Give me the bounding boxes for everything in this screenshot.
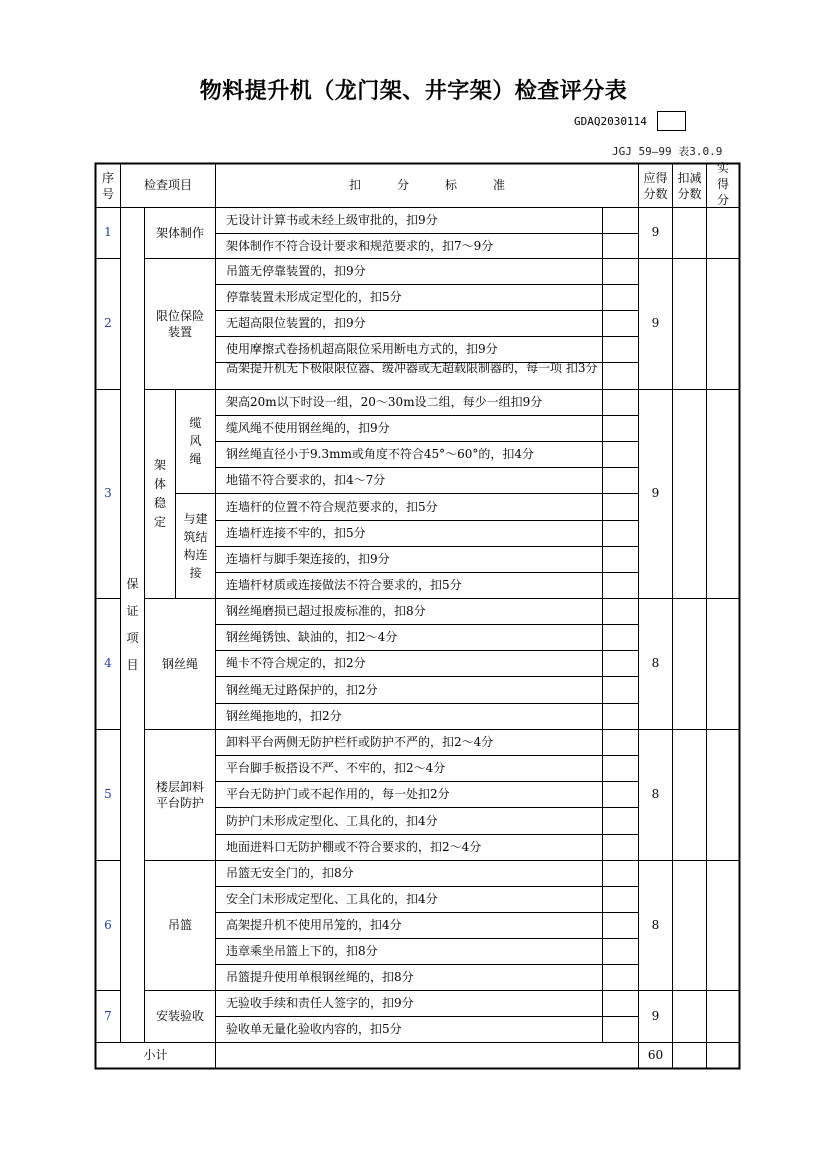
group-name: 限位保险装置 [155,308,204,339]
subtotal-score: 60 [647,1048,664,1062]
criteria-deduct-cell[interactable] [603,650,638,676]
group-number: 4 [104,656,112,670]
criteria-deduct-cell[interactable] [603,938,638,964]
criteria-row: 无验收手续和责任人签字的，扣9分 [226,996,414,1010]
standard-reference: JGJ 59—99 表3.0.9 [612,145,723,158]
header-actual-score: 实得分 [716,160,729,207]
group-number: 6 [104,917,112,932]
criteria-deduct-cell[interactable] [603,415,638,441]
criteria-row: 连墙杆与脚手架连接的，扣9分 [226,552,390,566]
criteria-row: 违章乘坐吊篮上下的，扣8分 [226,944,378,958]
criteria-row: 架体制作不符合设计要求和规范要求的，扣7～9分 [226,238,494,253]
group-actual-cell[interactable] [707,729,740,860]
group-name: 架体稳定 [153,457,166,529]
group-actual-cell[interactable] [707,258,740,389]
criteria-row: 钢丝绳磨损已超过报废标准的，扣8分 [226,604,426,618]
group-number: 2 [104,316,112,330]
criteria-deduct-cell[interactable] [603,729,638,755]
criteria-row: 验收单无量化验收内容的，扣5分 [226,1022,402,1036]
criteria-row: 使用摩擦式卷扬机超高限位采用断电方式的，扣9分 [226,342,498,356]
group-deduct-cell[interactable] [673,729,706,860]
criteria-row: 钢丝绳锈蚀、缺油的，扣2～4分 [226,630,398,644]
group-name: 安装验收 [155,1009,204,1023]
criteria-row: 缆风绳不使用钢丝绳的，扣9分 [226,421,390,435]
criteria-deduct-cell[interactable] [603,807,638,834]
subtotal-label: 小计 [143,1048,168,1062]
criteria-row: 地锚不符合要求的，扣4～7分 [226,473,386,487]
criteria-deduct-cell[interactable] [603,233,638,258]
group-number: 3 [104,486,112,500]
subgroup-structure-connection: 与建筑结构连接 [183,511,208,580]
group-actual-cell[interactable] [707,860,740,990]
group-actual-cell[interactable] [707,990,740,1042]
criteria-deduct-cell[interactable] [603,546,638,572]
criteria-row: 平台脚手板搭设不严、不牢的，扣2～4分 [226,761,446,775]
criteria-row: 无超高限位装置的，扣9分 [226,316,366,330]
criteria-deduct-cell[interactable] [603,860,638,886]
group-due-score: 9 [651,486,660,500]
criteria-deduct-cell[interactable] [603,598,638,624]
criteria-deduct-cell[interactable] [603,624,638,650]
criteria-deduct-cell[interactable] [603,990,638,1016]
header-due-score: 应得分数 [643,170,668,201]
criteria-row: 连墙杆材质或连接做法不符合要求的，扣5分 [226,578,462,592]
group-deduct-cell[interactable] [673,389,706,598]
group-deduct-cell[interactable] [673,860,706,990]
criteria-row: 架高20m以下时设一组，20～30m设二组，每少一组扣9分 [226,395,543,409]
category-label: 保证项目 [126,577,139,672]
group-due-score: 9 [651,225,660,239]
criteria-row: 高架提升机不使用吊笼的，扣4分 [226,918,402,932]
criteria-row: 防护门未形成定型化、工具化的，扣4分 [226,813,438,828]
criteria-deduct-cell[interactable] [603,310,638,336]
criteria-row: 钢丝绳拖地的，扣2分 [226,709,342,723]
criteria-deduct-cell[interactable] [603,572,638,598]
header-item: 检查项目 [143,178,192,192]
header-criteria: 扣 分 标 准 [348,178,505,192]
page-title: 物料提升机（龙门架、井字架）检查评分表 [199,79,628,104]
criteria-deduct-cell[interactable] [603,703,638,729]
criteria-row: 高架提升机无下极限限位器、缓冲器或无超载限制器的，每一项 扣3分 [226,362,598,375]
group-name: 钢丝绳 [161,656,198,671]
criteria-deduct-cell[interactable] [603,362,638,389]
criteria-deduct-cell[interactable] [603,886,638,912]
group-deduct-cell[interactable] [673,990,706,1042]
criteria-deduct-cell[interactable] [603,676,638,703]
criteria-row: 吊篮无停靠装置的，扣9分 [226,264,366,278]
criteria-deduct-cell[interactable] [603,389,638,415]
criteria-deduct-cell[interactable] [603,258,638,284]
criteria-row: 平台无防护门或不起作用的，每一处扣2分 [226,787,450,801]
group-deduct-cell[interactable] [673,258,706,389]
criteria-row: 无设计计算书或未经上级审批的，扣9分 [226,213,438,227]
criteria-row: 停靠装置未形成定型化的，扣5分 [226,290,402,304]
group-name: 吊篮 [167,918,192,932]
group-due-score: 8 [651,917,660,932]
group-actual-cell[interactable] [707,207,740,258]
criteria-deduct-cell[interactable] [603,755,638,781]
criteria-deduct-cell[interactable] [603,964,638,990]
group-due-score: 8 [651,656,660,670]
header-seq: 序号 [101,170,114,201]
criteria-deduct-cell[interactable] [603,441,638,467]
header-deduct-score: 扣减分数 [677,170,702,201]
group-name: 楼层卸料平台防护 [155,779,204,810]
group-actual-cell[interactable] [707,389,740,598]
group-number: 5 [104,787,112,801]
criteria-deduct-cell[interactable] [603,912,638,938]
group-number: 1 [104,225,112,239]
group-deduct-cell[interactable] [673,207,706,258]
criteria-deduct-cell[interactable] [603,284,638,310]
criteria-row: 绳卡不符合规定的，扣2分 [226,656,366,670]
criteria-row: 连墙杆连接不牢的，扣5分 [226,526,366,540]
group-due-score: 8 [651,787,660,801]
group-number: 7 [104,1008,112,1023]
criteria-deduct-cell[interactable] [603,520,638,546]
criteria-row: 钢丝绳直径小于9.3mm或角度不符合45°～60°的，扣4分 [226,447,535,461]
criteria-deduct-cell[interactable] [603,467,638,493]
criteria-deduct-cell[interactable] [603,781,638,807]
group-actual-cell[interactable] [707,598,740,729]
criteria-row: 钢丝绳无过路保护的，扣2分 [226,682,378,697]
criteria-deduct-cell[interactable] [603,207,638,233]
group-name: 架体制作 [155,225,204,240]
criteria-row: 卸料平台两侧无防护栏杆或防护不严的，扣2～4分 [226,735,494,749]
criteria-row: 吊篮提升使用单根钢丝绳的，扣8分 [226,970,414,984]
form-code-box[interactable] [657,111,686,131]
criteria-row: 安全门未形成定型化、工具化的，扣4分 [226,892,438,906]
criteria-deduct-cell[interactable] [603,834,638,860]
criteria-deduct-cell[interactable] [603,336,638,362]
form-code: GDAQ2030114 [574,115,647,128]
criteria-row: 连墙杆的位置不符合规范要求的，扣5分 [226,499,438,514]
group-due-score: 9 [651,316,660,330]
criteria-deduct-cell[interactable] [603,493,638,520]
criteria-row: 吊篮无安全门的，扣8分 [226,866,354,880]
criteria-deduct-cell[interactable] [603,1016,638,1042]
subgroup-guy-rope: 缆风绳 [189,416,202,466]
group-deduct-cell[interactable] [673,598,706,729]
group-due-score: 9 [651,1008,660,1023]
criteria-row: 地面进料口无防护棚或不符合要求的，扣2～4分 [226,840,482,854]
